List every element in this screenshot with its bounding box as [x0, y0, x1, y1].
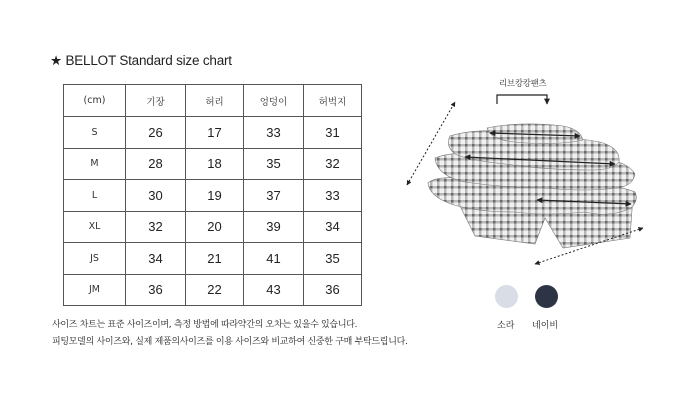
hip-value: 43 — [244, 274, 304, 306]
thigh-value: 33 — [304, 180, 362, 212]
table-row — [64, 117, 362, 149]
thigh-value: 36 — [304, 274, 362, 306]
header-thigh: 허벅지 — [304, 85, 362, 117]
hip-value: 35 — [244, 148, 304, 180]
length-value: 36 — [126, 274, 186, 306]
table-row — [64, 243, 362, 275]
length-value: 28 — [126, 148, 186, 180]
hip-value: 41 — [244, 243, 304, 275]
color-label-navy: 네이비 — [532, 321, 559, 331]
size-label: M — [64, 148, 126, 180]
waist-value: 20 — [186, 211, 244, 243]
table-row — [64, 148, 362, 180]
table-row — [64, 211, 362, 243]
table-row — [64, 180, 362, 212]
waist-value: 19 — [186, 180, 244, 212]
hip-value: 33 — [244, 117, 304, 149]
table-row — [64, 274, 362, 306]
header-length: 기장 — [126, 85, 186, 117]
header-unit: (cm) — [64, 85, 126, 117]
thigh-value: 31 — [304, 117, 362, 149]
product-name: 리브캉캉팬츠 — [499, 79, 547, 89]
size-label: JS — [64, 243, 126, 275]
ruffle-skort-illustration — [395, 88, 665, 273]
color-swatch-light-blue[interactable] — [495, 285, 518, 308]
size-chart-table — [63, 84, 362, 306]
waist-value: 18 — [186, 148, 244, 180]
size-note-line1: 사이즈 차트는 표준 사이즈이며, 측정 방법에 따라약간의 오차는 있을수 있습니다. — [52, 320, 358, 330]
length-value: 30 — [126, 180, 186, 212]
color-swatch-navy[interactable] — [535, 285, 558, 308]
size-note-line2: 피팅모델의 사이즈와, 실제 제품의사이즈를 이용 사이즈와 비교하여 신중한 구매 부탁드립니다. — [52, 337, 408, 347]
waist-value: 22 — [186, 274, 244, 306]
hip-value: 37 — [244, 180, 304, 212]
waist-value: 17 — [186, 117, 244, 149]
hip-value: 39 — [244, 211, 304, 243]
length-value: 34 — [126, 243, 186, 275]
page-title: ★ BELLOT Standard size chart — [50, 53, 232, 68]
size-label: XL — [64, 211, 126, 243]
table-header-row — [64, 85, 362, 117]
thigh-value: 34 — [304, 211, 362, 243]
thigh-value: 35 — [304, 243, 362, 275]
size-label: L — [64, 180, 126, 212]
header-waist: 허리 — [186, 85, 244, 117]
header-hip: 엉덩이 — [244, 85, 304, 117]
thigh-value: 32 — [304, 148, 362, 180]
length-value: 26 — [126, 117, 186, 149]
waist-value: 21 — [186, 243, 244, 275]
size-label: S — [64, 117, 126, 149]
size-label: JM — [64, 274, 126, 306]
length-value: 32 — [126, 211, 186, 243]
color-label-light-blue: 소라 — [497, 321, 515, 331]
